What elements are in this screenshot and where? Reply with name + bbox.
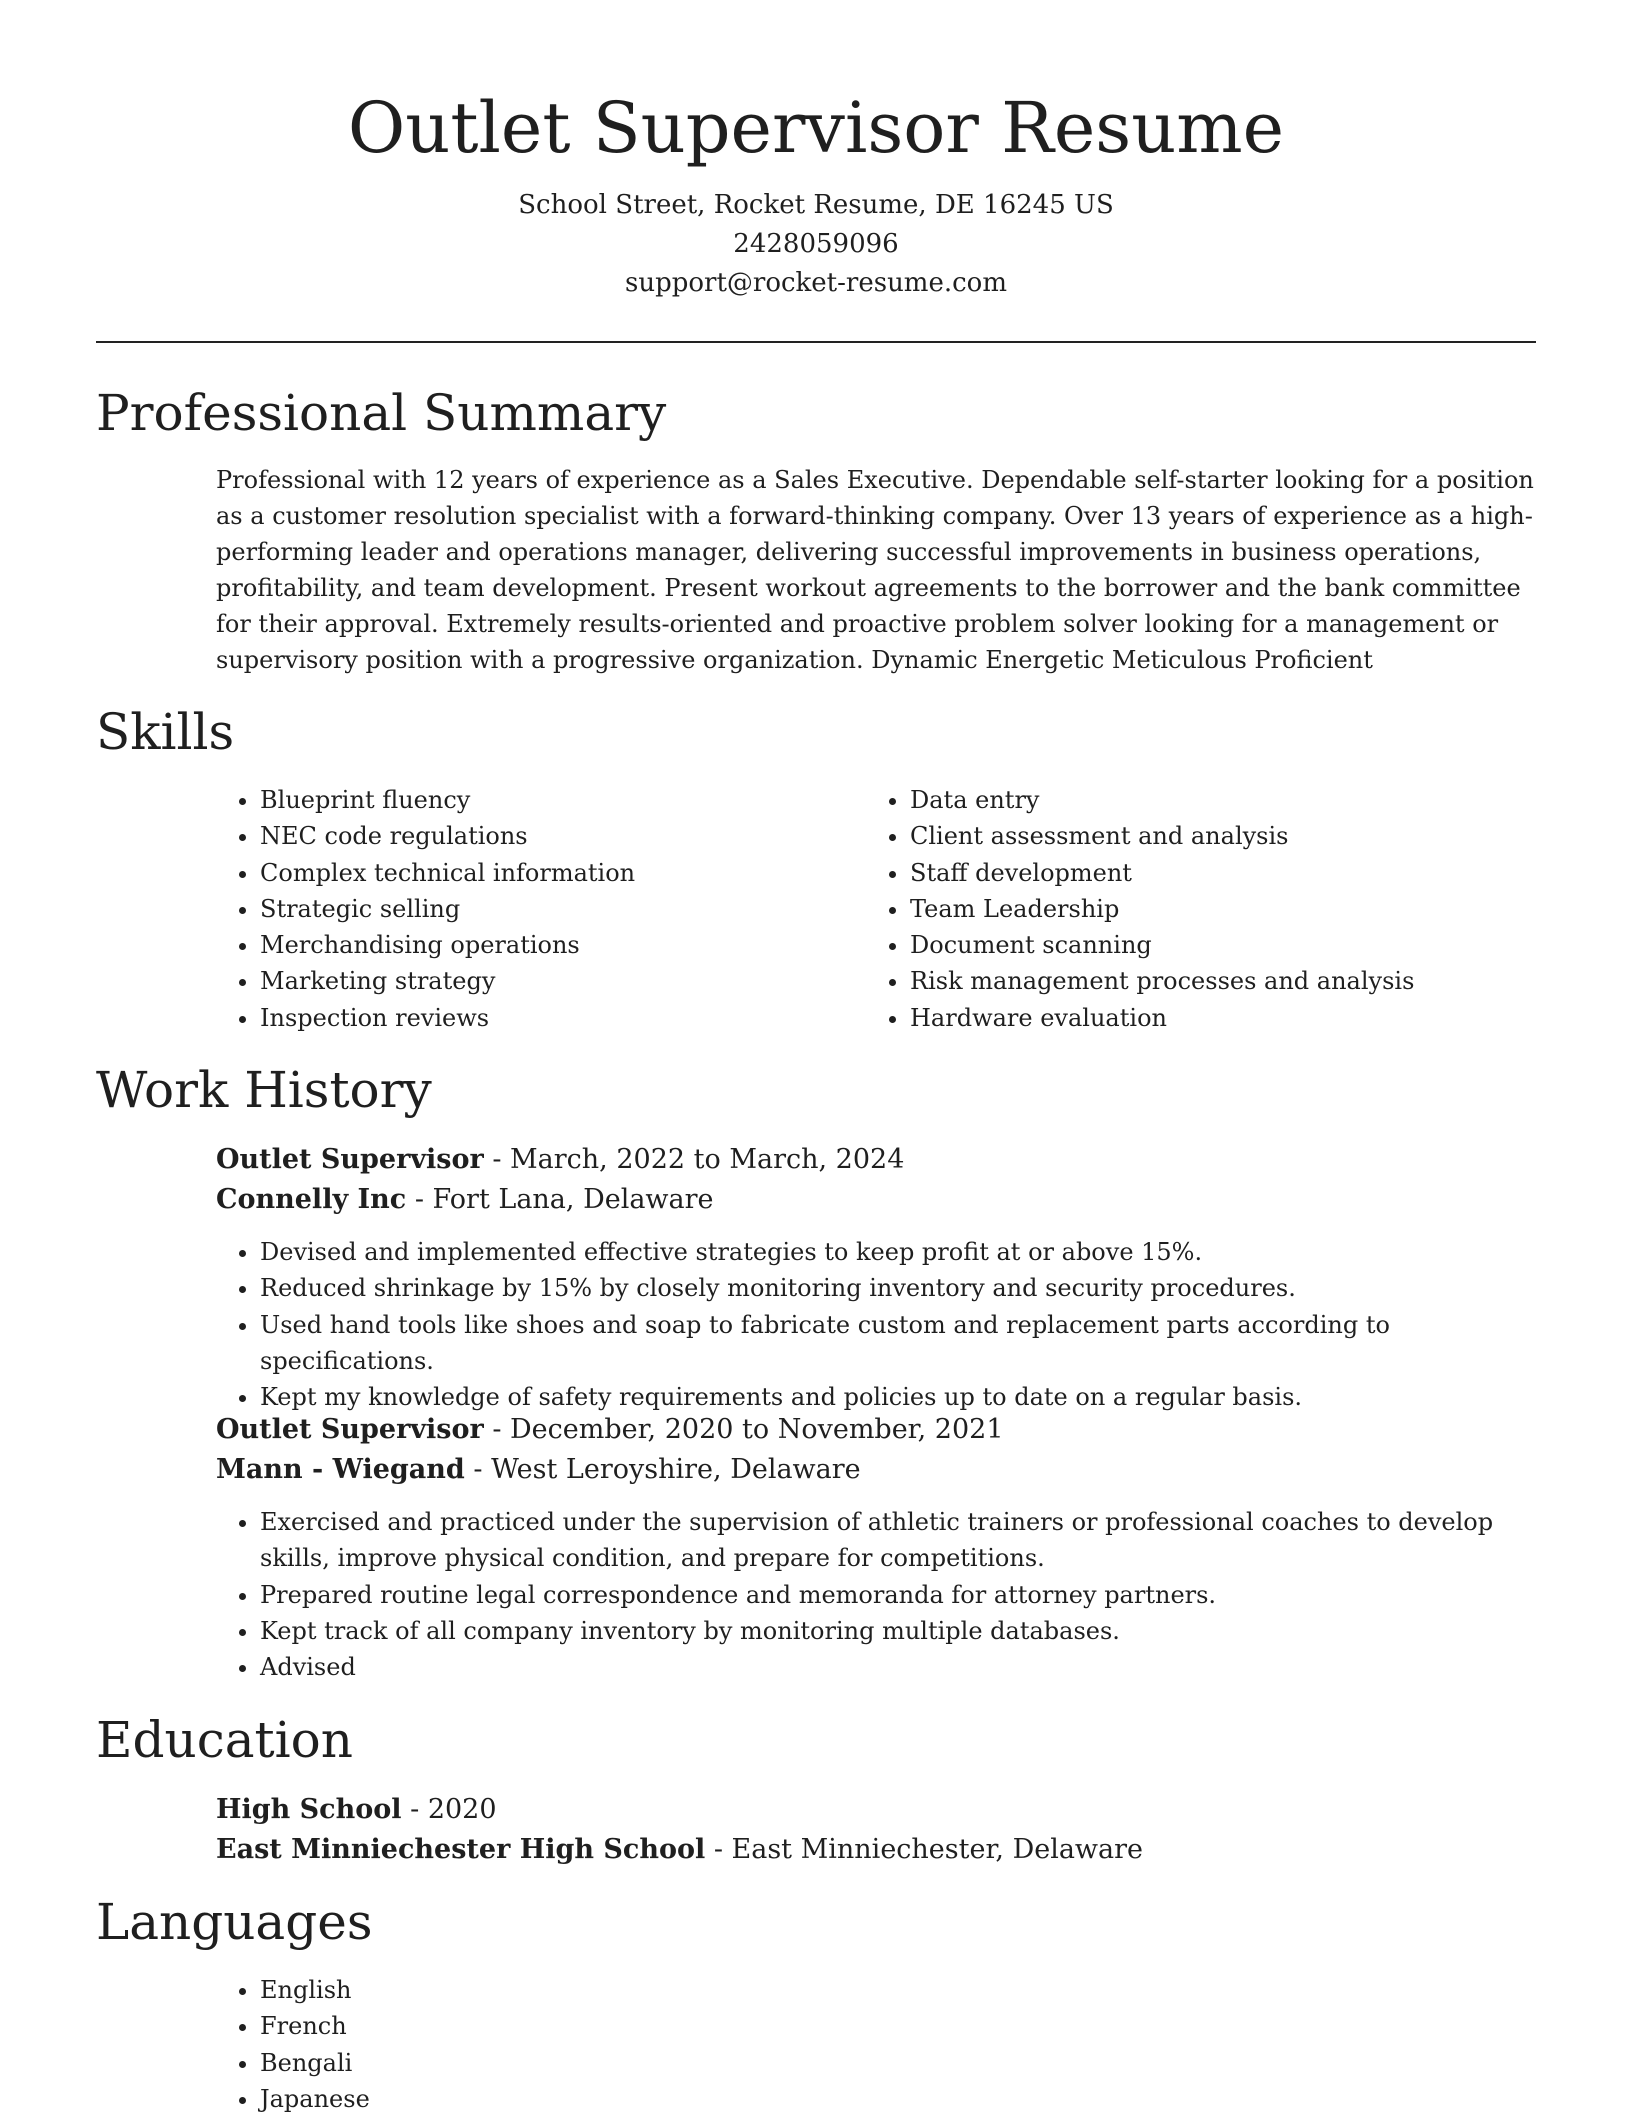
job-bullet: • Kept my knowledge of safety requirements and policies up to date on a regular basis. (260, 1379, 1536, 1415)
job-entry (216, 1140, 1536, 1415)
skills-heading: Skills (96, 703, 235, 761)
education-location: - East Minniechester, Delaware (705, 1834, 1144, 1865)
skill-item: • Marketing strategy (260, 963, 900, 999)
education-degree: High School (216, 1794, 402, 1825)
job-title: Outlet Supervisor (216, 1414, 484, 1445)
education-year: - 2020 (401, 1794, 497, 1825)
contact-address: School Street, Rocket Resume, DE 16245 US (518, 190, 1114, 220)
job-bullet: • Prepared routine legal correspondence and memoranda for attorney partners. (260, 1577, 1536, 1613)
education-heading: Education (96, 1711, 353, 1769)
contact-email: support@rocket-resume.com (624, 268, 1007, 298)
skill-item: • Inspection reviews (260, 1000, 900, 1036)
language-item: • English (260, 1972, 1580, 2008)
skill-item: • Risk management processes and analysis (910, 963, 1580, 999)
education-degree-line (216, 1790, 1536, 1830)
job-dates: - December, 2020 to November, 2021 (483, 1414, 1004, 1445)
job-bullet: • Kept track of all company inventory by monitoring multiple databases. (260, 1613, 1536, 1649)
skill-item: • Blueprint fluency (260, 782, 900, 818)
resume-header (0, 78, 1632, 303)
job-company-line (216, 1450, 1536, 1490)
skill-item: • Data entry (910, 782, 1580, 818)
job-bullet: • Advised (260, 1649, 1536, 1685)
skill-item: • Document scanning (910, 927, 1580, 963)
skill-item: • Strategic selling (260, 891, 900, 927)
language-item: • French (260, 2008, 1580, 2044)
resume-title: Outlet Supervisor Resume (347, 87, 1285, 169)
job-company: Mann - Wiegand (216, 1454, 465, 1485)
job-location: - Fort Lana, Delaware (406, 1184, 714, 1215)
job-bullet: • Exercised and practiced under the supervision of athletic trainers or professional coaches to develop skills, improve physical condition, and prepare for competitions. (260, 1504, 1536, 1577)
languages-heading: Languages (96, 1893, 373, 1951)
education-entry (216, 1790, 1536, 1870)
job-dates: - March, 2022 to March, 2024 (483, 1144, 905, 1175)
job-location: - West Leroyshire, Delaware (464, 1454, 861, 1485)
skill-item: • Staff development (910, 855, 1580, 891)
summary-text: Professional with 12 years of experience as a Sales Executive. Dependable self-starter looking for a position as a customer resolution specialist with a forward-thinking company. Over 13 years of experience as a high-performing leader and operations manager, delivering successful improvements in business operations, profitability, and team development. Present workout agreements to the borrower and the bank committee for their approval. Extremely results-oriented and proactive problem solver looking for a management or supervisory position with a progressive organization. Dynamic Energetic Meticulous Proficient (216, 466, 1534, 674)
job-bullet: • Devised and implemented effective strategies to keep profit at or above 15%. (260, 1234, 1536, 1270)
header-divider (96, 341, 1536, 343)
job-bullet-list (216, 1234, 1536, 1415)
language-item: • Japanese (260, 2081, 1580, 2117)
skills-list-right (866, 782, 1580, 1036)
skill-item: • Client assessment and analysis (910, 818, 1580, 854)
job-bullet: • Used hand tools like shoes and soap to fabricate custom and replacement parts according to specifications. (260, 1307, 1536, 1380)
skill-item: • Merchandising operations (260, 927, 900, 963)
job-bullet-list (216, 1504, 1536, 1685)
job-title-line (216, 1410, 1536, 1450)
job-title-line (216, 1140, 1536, 1180)
skill-item: • Team Leadership (910, 891, 1580, 927)
contact-phone: 2428059096 (733, 229, 899, 259)
job-company-line (216, 1180, 1536, 1220)
work-history-heading: Work History (96, 1061, 432, 1119)
summary-heading: Professional Summary (96, 384, 667, 442)
skill-item: • NEC code regulations (260, 818, 900, 854)
education-school-line (216, 1830, 1536, 1870)
job-entry (216, 1410, 1536, 1685)
languages-list (216, 1972, 1580, 2117)
contact-info (0, 186, 1632, 303)
job-bullet: • Reduced shrinkage by 15% by closely monitoring inventory and security procedures. (260, 1270, 1536, 1306)
job-title: Outlet Supervisor (216, 1144, 484, 1175)
skills-list-left (216, 782, 900, 1036)
job-company: Connelly Inc (216, 1184, 407, 1215)
skill-item: • Hardware evaluation (910, 1000, 1580, 1036)
education-school: East Minniechester High School (216, 1834, 706, 1865)
language-item: • Bengali (260, 2045, 1580, 2081)
skill-item: • Complex technical information (260, 855, 900, 891)
